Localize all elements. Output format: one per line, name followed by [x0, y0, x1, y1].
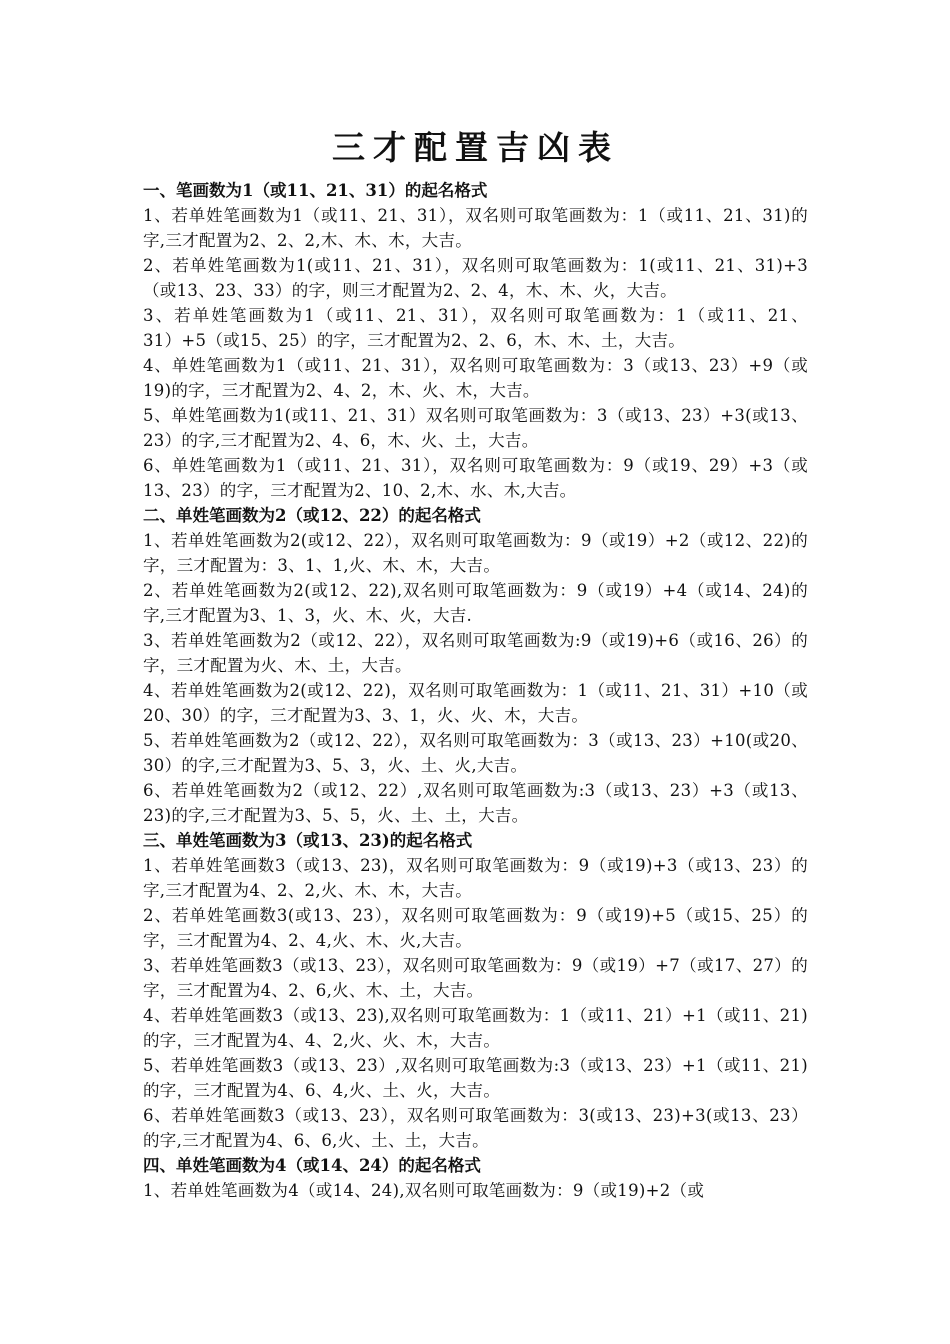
- list-item: 5、若单姓笔画数3（或13、23）,双名则可取笔画数为:3（或13、23）+1（或11、21)的字，三才配置为4、6、4,火、土、火，大吉。: [143, 1056, 808, 1100]
- list-item: 6、若单姓笔画数为2（或12、22）,双名则可取笔画数为:3（或13、23）+3（或13、23)的字,三才配置为3、5、5，火、土、土，大吉。: [143, 781, 808, 825]
- section-heading: 三、单姓笔画数为3（或13、23)的起名格式: [143, 831, 473, 850]
- list-item: 3、若单姓笔画数为1（或11、21、31），双名则可取笔画数为：1（或11、21、31）+5（或15、25）的字，三才配置为2、2、6，木、木、土，大吉。: [143, 306, 808, 350]
- list-item: 3、若单姓笔画数3（或13、23），双名则可取笔画数为：9（或19）+7（或17、27）的字，三才配置为4、2、6,火、木、土，大吉。: [143, 956, 808, 1000]
- list-item: 1、若单姓笔画数为2(或12、22），双名则可取笔画数为：9（或19）+2（或12、22)的字，三才配置为：3、1、1,火、木、木，大吉。: [143, 531, 808, 575]
- list-item: 1、若单姓笔画数为4（或14、24),双名则可取笔画数为：9（或19)+2（或: [143, 1181, 705, 1200]
- list-item: 2、若单姓笔画数为1(或11、21、31），双名则可取笔画数为：1(或11、21、31)+3（或13、23、33）的字，则三才配置为2、2、4，木、木、火，大吉。: [143, 256, 808, 300]
- list-item: 4、若单姓笔画数为2(或12、22)，双名则可取笔画数为：1（或11、21、31）+10（或20、30）的字，三才配置为3、3、1，火、火、木，大吉。: [143, 681, 808, 725]
- section-1: [143, 178, 808, 503]
- list-item: 6、单姓笔画数为1（或11、21、31），双名则可取笔画数为：9（或19、29）+3（或13、23）的字，三才配置为2、10、2,木、水、木,大吉。: [143, 456, 808, 500]
- list-item: 5、若单姓笔画数为2（或12、22），双名则可取笔画数为：3（或13、23）+10(或20、30）的字,三才配置为3、5、3，火、土、火,大吉。: [143, 731, 808, 775]
- list-item: 2、若单姓笔画数为2(或12、22),双名则可取笔画数为：9（或19）+4（或14、24)的字,三才配置为3、1、3，火、木、火，大吉.: [143, 581, 808, 625]
- section-4: [143, 1153, 808, 1203]
- page-title: 三才配置吉凶表: [332, 128, 619, 167]
- list-item: 1、若单姓笔画数为1（或11、21、31），双名则可取笔画数为：1（或11、21、31)的字,三才配置为2、2、2,木、木、木，大吉。: [143, 206, 808, 250]
- section-heading: 一、笔画数为1（或11、21、31）的起名格式: [143, 181, 488, 200]
- list-item: 4、若单姓笔画数3（或13、23),双名则可取笔画数为：1（或11、21）+1（或11、21)的字，三才配置为4、4、2,火、火、木，大吉。: [143, 1006, 808, 1050]
- section-2: [143, 503, 808, 828]
- list-item: 2、若单姓笔画数3(或13、23），双名则可取笔画数为：9（或19)+5（或15、25）的字，三才配置为4、2、4,火、木、火,大吉。: [143, 906, 808, 950]
- list-item: 5、单姓笔画数为1(或11、21、31）双名则可取笔画数为：3（或13、23）+3(或13、23）的字,三才配置为2、4、6，木、火、土，大吉。: [143, 406, 808, 450]
- list-item: 3、若单姓笔画数为2（或12、22），双名则可取笔画数为:9（或19)+6（或16、26）的字，三才配置为火、木、土，大吉。: [143, 631, 808, 675]
- list-item: 6、若单姓笔画数3（或13、23），双名则可取笔画数为：3(或13、23)+3(或13、23）的字,三才配置为4、6、6,火、土、土，大吉。: [143, 1106, 808, 1150]
- section-heading: 二、单姓笔画数为2（或12、22）的起名格式: [143, 506, 481, 525]
- list-item: 4、单姓笔画数为1（或11、21、31），双名则可取笔画数为：3（或13、23）+9（或19)的字，三才配置为2、4、2，木、火、木，大吉。: [143, 356, 808, 400]
- list-item: 1、若单姓笔画数3（或13、23)，双名则可取笔画数为：9（或19)+3（或13、23）的字,三才配置为4、2、2,火、木、木，大吉。: [143, 856, 808, 900]
- section-3: [143, 828, 808, 1153]
- document-page: [143, 128, 808, 1203]
- section-heading: 四、单姓笔画数为4（或14、24）的起名格式: [143, 1156, 481, 1175]
